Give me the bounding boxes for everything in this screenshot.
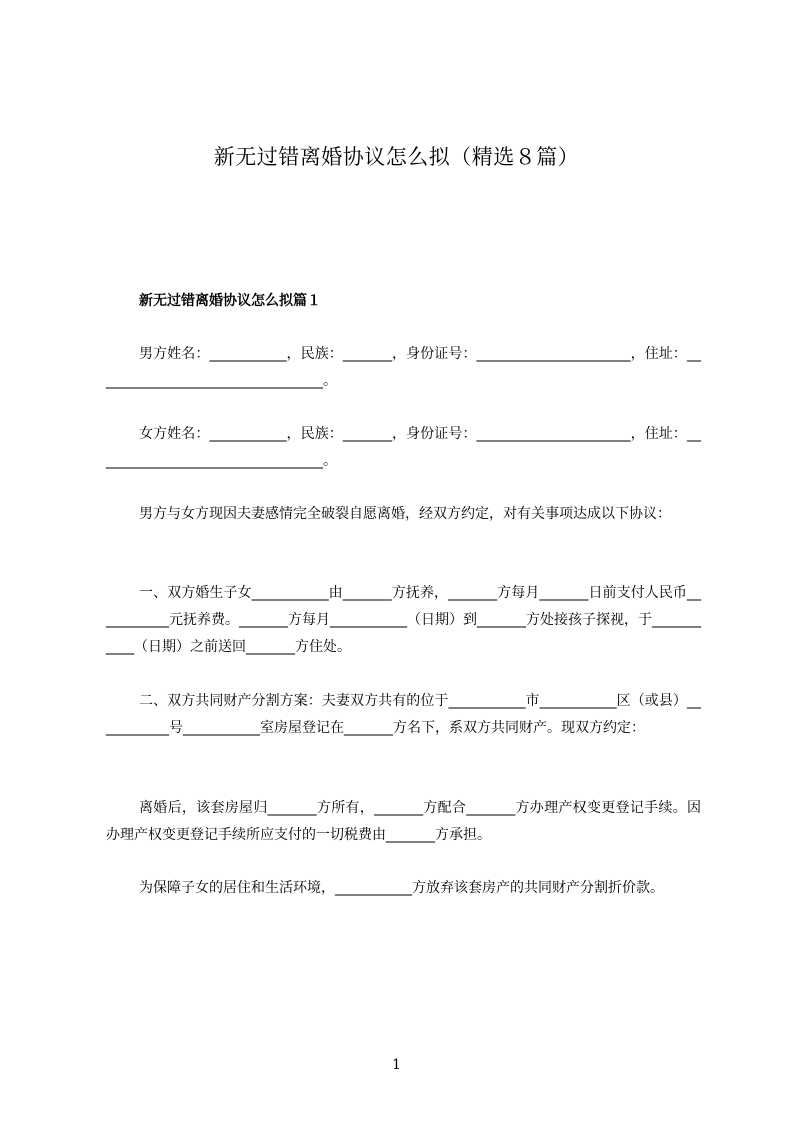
paragraph-female-party-info: 女方姓名：___________，民族：_______，身份证号：______________________，住址：_________________________________。	[106, 426, 701, 469]
paragraph-child-living-environment: 为保障子女的居住和生活环境，___________方放弃该套房产的共同财产分割折价款。	[139, 880, 664, 896]
paragraph-male-party-info: 男方姓名：___________，民族：_______，身份证号：______________________，住址：_________________________________。	[106, 346, 701, 389]
paragraph-property-division: 二、双方共同财产分割方案：夫妻双方共有的位于___________市___________区（或县）___________号___________室房屋登记在_______方名下，系双方共同财产。现双方约定：	[106, 693, 701, 736]
section-heading: 新无过错离婚协议怎么拟篇１	[139, 293, 321, 309]
paragraph-agreement-intro: 男方与女方现因夫妻感情完全破裂自愿离婚，经双方约定，对有关事项达成以下协议：	[139, 506, 671, 522]
page-number: 1	[392, 1057, 401, 1073]
document-title: 新无过错离婚协议怎么拟（精选８篇）	[213, 145, 580, 169]
paragraph-house-ownership: 离婚后，该套房屋归_______方所有，_______方配合_______方办理产权变更登记手续。因办理产权变更登记手续所应支付的一切税费由_______方承担。	[106, 800, 701, 843]
paragraph-child-custody: 一、双方婚生子女___________由_______方抚养，_______方每月_______日前支付人民币___________元抚养费。_______方每月___________（日期）到_______方处接孩子探视，于___________（日期）之前送回_______方住处。	[106, 585, 701, 655]
